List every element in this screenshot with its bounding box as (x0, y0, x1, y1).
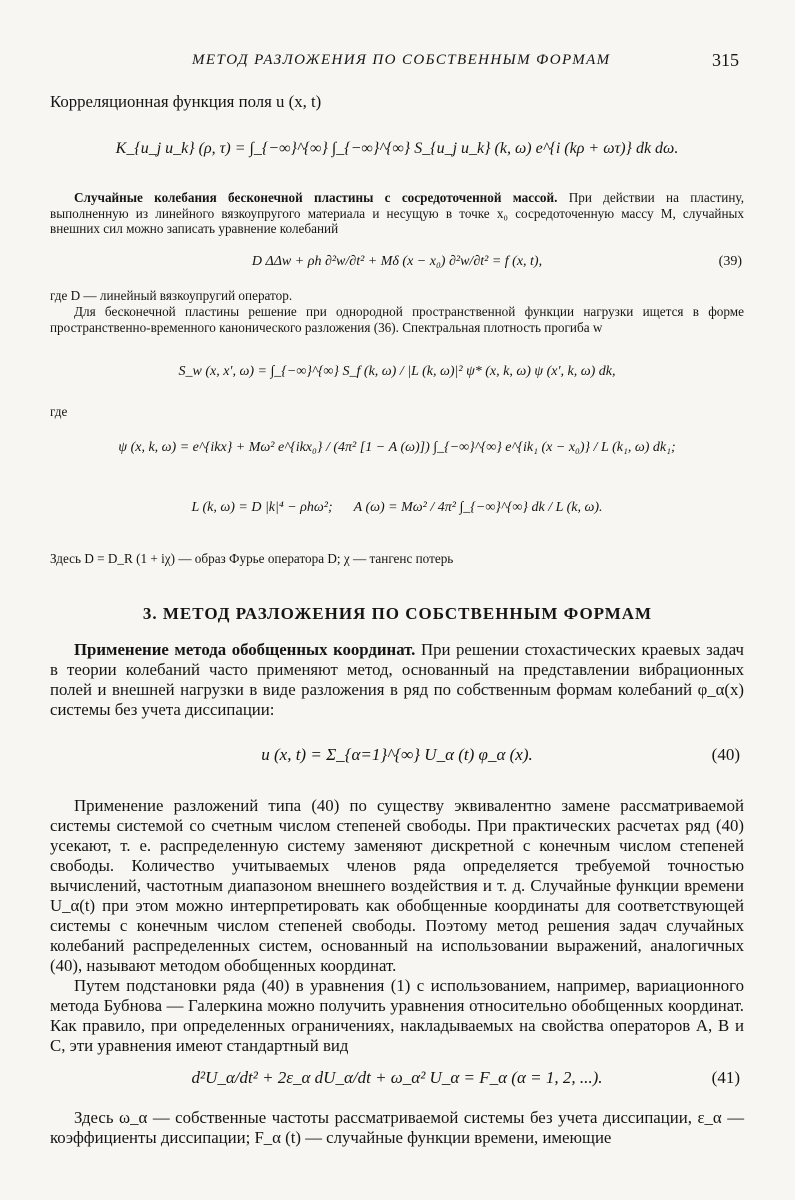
equation-39 (50, 254, 744, 270)
equation-41-number: (41) (711, 1068, 740, 1087)
equation-39-number: (39) (718, 254, 742, 269)
section-heading: 3. МЕТОД РАЗЛОЖЕНИЯ ПО СОБСТВЕННЫМ ФОРМАМ (142, 604, 653, 623)
equation-41-body: d²U_α/dt² + 2ε_α dU_α/dt + ω_α² U_α = F_α (α = 1, 2, ...). (191, 1068, 603, 1087)
psi-equation: ψ (x, k, ω) = e^{ikx} + Mω² e^{ikx₀} / (4π² [1 − A (ω)]) ∫_{−∞}^{∞} e^{ik₁ (x − x₀)} / L (k₁, ω) dk₁; (118, 440, 676, 455)
plate-lead: Случайные колебания бесконечной пластины с сосредоточенной массой. (74, 190, 558, 205)
substitution-paragraph: Путем подстановки ряда (40) в уравнения (1) с использованием, например, вариационного метода Бубнова — Галеркина можно получить уравнения относительно обобщенных координат. Как правило, при определенных ограничениях, накладываемых на свойства операторов A, B и C, эти уравнения имеют стандартный вид (50, 976, 744, 1055)
plate-paragraph (50, 190, 744, 237)
a-equation: A (ω) = Mω² / 4π² ∫_{−∞}^{∞} dk / L (k, ω). (353, 500, 603, 515)
l-equation: L (k, ω) = D |k|⁴ − ρhω²; (191, 500, 333, 515)
spectral-density-equation: S_w (x, x′, ω) = ∫_{−∞}^{∞} S_f (k, ω) / |L (k, ω)|² ψ* (x, k, ω) ψ (x′, k, ω) dk, (178, 364, 616, 379)
equation-40 (50, 745, 744, 765)
fourier-note: Здесь D = D_R (1 + iχ) — образ Фурье оператора D; χ — тангенс потерь (50, 551, 454, 566)
natural-frequencies-paragraph: Здесь ω_α — собственные частоты рассматриваемой системы без учета диссипации, ε_α — коэффициенты диссипации; F_α (t) — случайные функции времени, имеющие (50, 1108, 744, 1147)
equation-40-number: (40) (711, 745, 740, 764)
where-d-line: где D — линейный вязкоупругий оператор. (50, 288, 293, 303)
method-lead: Применение метода обобщенных координат. (74, 640, 416, 659)
expansion-paragraph: Применение разложений типа (40) по существу эквивалентно замене рассматриваемой системы системой со счетным числом степеней свободы. При практических расчетах ряд (40) усекают, т. е. распределенную систему заменяют дискретной с конечным числом степеней свободы. Количество учитываемых членов ряда определяется требуемой точностью вычислений, частотным диапазоном внешнего воздействия и т. д. Случайные функции времени U_α(t) при этом можно интерпретировать как обобщенные координаты для соответствующей системы с конечным числом степеней свободы. Поэтому метод решения задач случайных колебаний распределенных систем, основанный на использовании выражений, аналогичных (40), называют методом обобщенных координат. (50, 796, 744, 975)
equation-41 (50, 1068, 744, 1088)
correlation-intro: Корреляционная функция поля u (x, t) (50, 92, 322, 111)
running-title: МЕТОД РАЗЛОЖЕНИЯ ПО СОБСТВЕННЫМ ФОРМАМ (192, 52, 611, 68)
method-paragraph (50, 640, 744, 720)
correlation-formula: K_{u_j u_k} (ρ, τ) = ∫_{−∞}^{∞} ∫_{−∞}^{∞} S_{u_j u_k} (k, ω) e^{i (kρ + ωτ)} dk dω. (115, 140, 679, 157)
running-header (0, 50, 795, 74)
plate-text: При действии на пластину, выполненную из линейного вязкоупругого материала и несущую в точке x₀ сосредоточенную массу M, случайных внешних сил можно записать уравнение колебаний (50, 190, 744, 236)
method-text: При решении стохастических краевых задач в теории колебаний часто применяют метод, основанный на представлении вибрационных полей и внешней нагрузки в виде разложения в ряд по собственным формам колебаний φ_α(x) системы без учета диссипации: (50, 640, 744, 719)
l-a-equations (50, 500, 744, 516)
where-label: где (50, 404, 68, 419)
equation-39-body: D ΔΔw + ρh ∂²w/∂t² + Mδ (x − x₀) ∂²w/∂t² = f (x, t), (251, 254, 543, 269)
equation-40-body: u (x, t) = Σ_{α=1}^{∞} U_α (t) φ_α (x). (261, 745, 533, 764)
page-number: 315 (712, 50, 739, 70)
solution-paragraph: Для бесконечной пластины решение при однородной пространственной функции нагрузки ищется в форме пространственно-временного канонического разложения (36). Спектральная плотность прогиба w (50, 304, 744, 335)
